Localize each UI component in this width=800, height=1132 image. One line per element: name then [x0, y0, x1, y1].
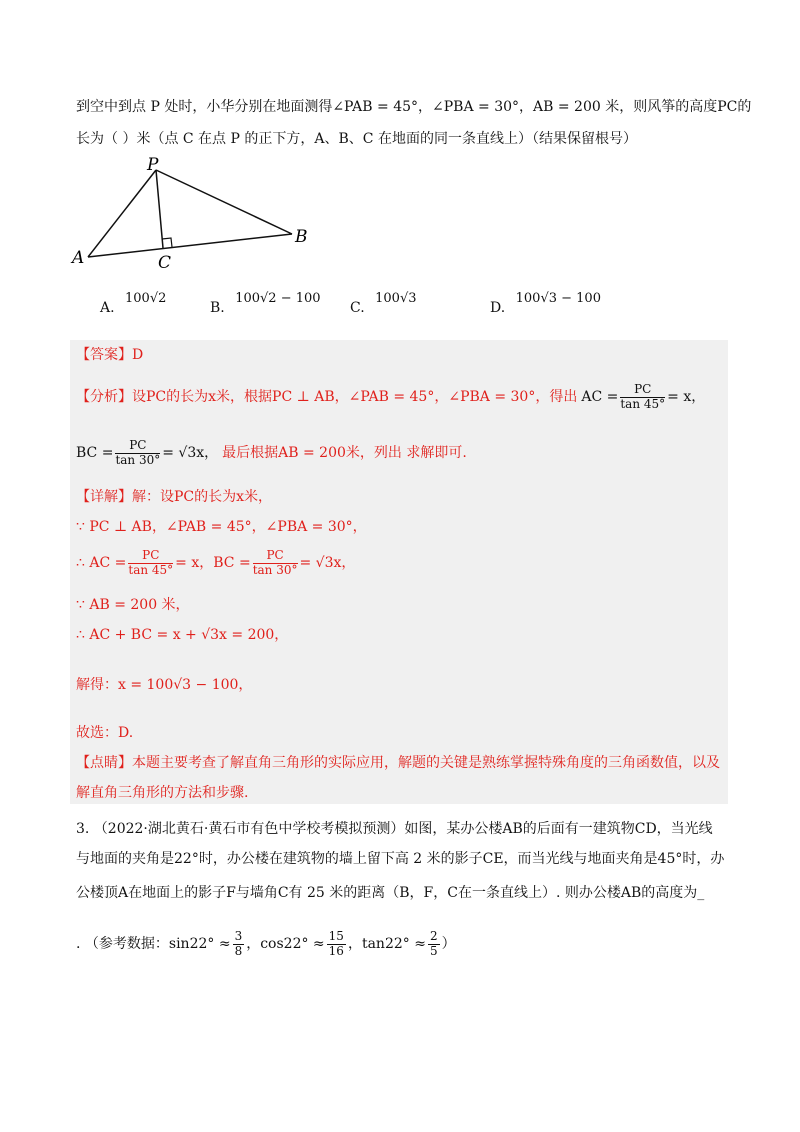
label-b: B: [295, 227, 308, 247]
option-b[interactable]: [210, 291, 321, 316]
step2-ac-frac: [128, 549, 173, 576]
cos-den: 16: [328, 943, 344, 958]
comment-line2: 解直角三角形的方法和步骤.: [76, 785, 249, 801]
label-a: A: [72, 248, 85, 268]
option-c-expr: 100√3: [375, 291, 417, 306]
step2-bc-frac: [253, 549, 298, 576]
ref-prefix: . （参考数据：sin22° ≈: [76, 936, 231, 952]
analysis-line2: [76, 436, 467, 470]
step2-bc-num: PC: [253, 549, 298, 563]
tan-label: ，tan22° ≈: [347, 936, 426, 952]
choice-line: 故选：D.: [76, 725, 134, 741]
analysis-ac-num: PC: [620, 383, 665, 397]
step2-ac-den: tan 45°: [128, 562, 174, 577]
step2-ac-num: PC: [128, 549, 173, 563]
comment-line1: 【点睛】本题主要考查了解直角三角形的实际应用，解题的关键是熟练掌握特殊角度的三角函数值，以及: [76, 755, 720, 771]
analysis-bc-num: PC: [115, 439, 160, 453]
label-c: C: [158, 253, 172, 273]
analysis-ac-rhs: = x，: [667, 389, 706, 405]
option-a-expr: 100√2: [125, 291, 167, 306]
option-d-letter: D.: [490, 300, 506, 316]
segment-pb: [156, 170, 292, 234]
question3-reference-data: [76, 924, 456, 964]
segment-pc: [156, 170, 163, 248]
analysis-ac-frac: [620, 383, 665, 410]
step2-end: = √3x，: [299, 555, 356, 571]
sin-frac: [233, 930, 245, 957]
cos-label: ，cos22° ≈: [246, 936, 325, 952]
analysis-text2: 最后根据AB = 200米，列出 求解即可.: [222, 445, 467, 461]
analysis-line1: [76, 380, 705, 414]
detail-step3: ∵ AB = 200 米，: [76, 597, 190, 613]
detail-step1: ∵ PC ⊥ AB，∠PAB = 45°，∠PBA = 30°，: [76, 519, 367, 535]
detail-step4: ∴ AC + BC = x + √3x = 200，: [76, 627, 289, 643]
tan-den: 5: [429, 943, 438, 958]
analysis-bc-rhs: = √3x，: [162, 445, 219, 461]
question3-line1: 3. （2022·湖北黄石·黄石市有色中学校考模拟预测）如图，某办公楼AB的后面有一建筑物CD，当光线: [76, 821, 713, 837]
tan-num: 2: [429, 929, 438, 944]
option-c[interactable]: [350, 291, 417, 316]
detail-step2: [76, 546, 355, 580]
option-c-letter: C.: [350, 300, 365, 316]
sin-num: 3: [234, 929, 243, 944]
segment-ab: [88, 234, 292, 257]
option-b-letter: B.: [210, 300, 225, 316]
analysis-bc-den: tan 30°: [115, 452, 161, 467]
option-a[interactable]: [100, 291, 167, 316]
cos-num: 15: [328, 929, 344, 944]
step2-prefix: ∴ AC =: [76, 555, 127, 571]
analysis-text1: PC的长为x米，根据PC ⊥ AB，∠PAB = 45°，∠PBA = 30°，得出: [146, 389, 578, 405]
ref-end: ）: [441, 936, 456, 952]
option-a-letter: A.: [100, 300, 115, 316]
detail-line: 【详解】解：设PC的长为x米，: [76, 489, 273, 505]
question2-line1: 到空中到点 P 处时，小华分别在地面测得∠PAB = 45°，∠PBA = 30°，AB = 200 米，则风筝的高度PC的: [76, 99, 752, 115]
question3-line3: 公楼顶A在地面上的影子F与墙角C有 25 米的距离（B，F，C在一条直线上）. 则办公楼AB的高度为_: [76, 885, 705, 901]
step2-bc-den: tan 30°: [252, 562, 298, 577]
detail-step5: 解得：x = 100√3 − 100，: [76, 677, 253, 693]
analysis-bc-frac: [115, 439, 160, 466]
tan-frac: [428, 930, 440, 957]
answer-line: 【答案】D: [76, 347, 144, 363]
analysis-ac-den: tan 45°: [620, 396, 666, 411]
triangle-figure: [60, 150, 330, 275]
option-b-expr: 100√2 − 100: [235, 291, 321, 306]
analysis-bc-lhs: BC =: [76, 445, 114, 461]
segment-pa: [88, 170, 156, 257]
label-p: P: [147, 155, 159, 175]
cos-frac: [327, 930, 346, 957]
option-d-expr: 100√3 − 100: [515, 291, 601, 306]
step2-mid: = x，BC =: [175, 555, 251, 571]
question3-line2: 与地面的夹角是22°时，办公楼在建筑物的墙上留下高 2 米的影子CE，而当光线与地面夹角是45°时，办: [76, 851, 725, 867]
analysis-prefix: 【分析】设: [76, 389, 146, 405]
analysis-ac-lhs: AC =: [581, 389, 619, 405]
question2-line2: 长为（ ）米（点 C 在点 P 的正下方，A、B、C 在地面的同一条直线上）（结果保留根号）: [76, 131, 637, 147]
sin-den: 8: [234, 943, 243, 958]
option-d[interactable]: [490, 291, 601, 316]
